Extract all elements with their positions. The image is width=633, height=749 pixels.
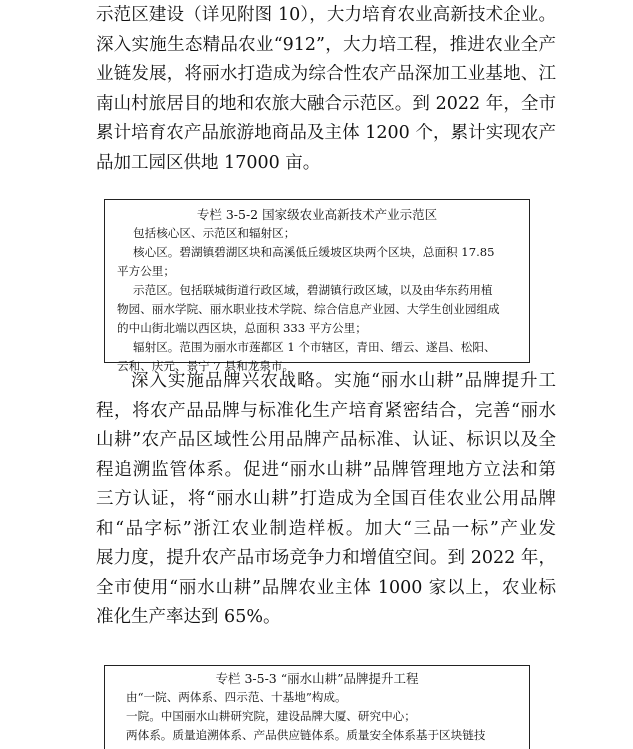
column-box-title: 专栏 3-5-3 “丽水山耕”品牌提升工程	[215, 671, 419, 686]
column-box-line: 包括核心区、示范区和辐射区；	[133, 226, 296, 240]
column-box-line: 示范区。包括联城街道行政区域，碧湖镇行政区域，以及由华东药用植	[133, 283, 493, 297]
column-box-line: 核心区。碧湖镇碧湖区块和高溪低丘缓坡区块两个区块，总面积 17.85	[133, 245, 495, 259]
paragraph-agri-processing	[96, 1, 556, 178]
paragraph-line: 山耕”农产品区域性公用品牌产品标准、认证、标识以及全	[96, 430, 556, 450]
paragraph-brand-strategy	[96, 367, 556, 633]
paragraph-line: 准化生产率达到 65%。	[96, 607, 281, 627]
paragraph-line: 业链发展，将丽水打造成为综合性农产品深加工业基地、江	[96, 64, 556, 84]
column-box-line: 两体系。质量追溯体系、产品供应链体系。质量安全体系基于区块链技	[126, 728, 486, 742]
paragraph-line: 三方认证，将“丽水山耕”打造成为全国百佳农业公用品牌	[96, 489, 556, 509]
paragraph-line: 累计培育农产品旅游地商品及主体 1200 个，累计实现农产	[96, 123, 556, 143]
column-box-line: 云和、庆元、景宁 7 县和龙泉市。	[117, 359, 295, 373]
paragraph-line: 和“品字标”浙江农业制造样板。加大“三品一标”产业发	[96, 518, 556, 539]
paragraph-line: 品加工园区供地 17000 亩。	[96, 152, 321, 173]
paragraph-line: 程，将农产品品牌与标准化生产培育紧密结合，完善“丽水	[96, 400, 556, 421]
paragraph-line: 示范区建设（详见附图 10），大力培育农业高新技术企业。	[96, 5, 556, 25]
column-box-line: 的中山街北端以西区块，总面积 333 平方公里；	[117, 321, 367, 335]
column-box-high-tech-zone	[104, 199, 530, 373]
paragraph-line: 深入实施生态精品农业“912”，大力培工程，推进农业全产	[96, 34, 556, 55]
column-box-line: 一院。中国丽水山耕研究院，建设品牌大厦、研究中心；	[126, 709, 416, 723]
column-box-line: 由“一院、两体系、四示范、十基地”构成。	[126, 690, 347, 704]
paragraph-line: 深入实施品牌兴农战略。实施“丽水山耕”品牌提升工	[131, 371, 556, 391]
column-box-brand-project	[104, 665, 530, 749]
column-box-line: 平方公里；	[117, 264, 175, 278]
column-box-line: 辐射区。范围为丽水市莲都区 1 个市辖区，青田、缙云、遂昌、松阳、	[133, 340, 496, 354]
paragraph-line: 南山村旅居目的地和农旅大融合示范区。到 2022 年，全市	[96, 93, 556, 114]
paragraph-line: 展力度，提升农产品市场竞争力和增值空间。到 2022 年，	[96, 548, 556, 568]
column-box-title: 专栏 3-5-2 国家级农业高新技术产业示范区	[196, 207, 438, 222]
column-box-line: 物园、丽水学院、丽水职业技术学院、综合信息产业园、大学生创业园组成	[117, 302, 500, 316]
paragraph-line: 全市使用“丽水山耕”品牌农业主体 1000 家以上，农业标	[96, 577, 556, 598]
paragraph-line: 程追溯监管体系。促进“丽水山耕”品牌管理地方立法和第	[96, 459, 556, 480]
